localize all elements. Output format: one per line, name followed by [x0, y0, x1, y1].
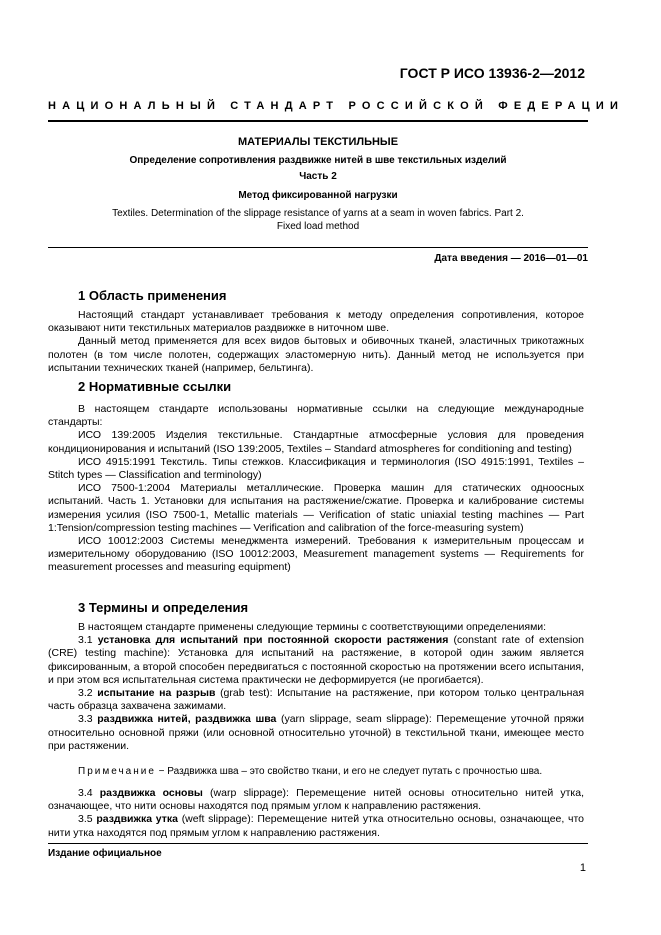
national-standard-banner: НАЦИОНАЛЬНЫЙ СТАНДАРТ РОССИЙСКОЙ ФЕДЕРАЦИИ [48, 100, 625, 112]
term-name: установка для испытаний при постоянной скорости растяжения [97, 634, 449, 647]
note-text: − Раздвижка шва – это свойство ткани, и его не следует путать с прочностью шва. [155, 766, 543, 777]
section-3-body [48, 621, 584, 753]
term-number: 3.3 [78, 713, 93, 726]
paragraph: Данный метод применяется для всех видов бытовых и обивочных тканей, эластичных трикотажных полотен (в том числе полотен, содержащих эластомерную нить). Данный метод не используется при испытании технических тканей (например, бельтинга). [48, 335, 584, 374]
term-number: 3.4 [78, 787, 93, 799]
term-name: раздвижка утка [96, 813, 178, 826]
term-3-2 [48, 687, 584, 713]
intro-date: Дата введения — 2016—01—01 [434, 253, 588, 264]
reference-iso-10012: ИСО 10012:2003 Системы менеджмента измерений. Требования к измерительным процессам и измерительному оборудованию (ISO 10012:2003, Measurement management systems — Requirements for measurement processes and measuring equipment) [48, 535, 584, 574]
reference-iso-139: ИСО 139:2005 Изделия текстильные. Стандартные атмосферные условия для проведения кондиционирования и испытаний (ISO 139:2005, Textiles – Standard atmospheres for conditioning and testing) [48, 429, 584, 455]
term-definition: (weft slippage): Перемещение нитей утка относительно основы, означающее, что нити утка находятся под прямым углом к направлению растяжения. [48, 813, 585, 839]
english-title-line-2: Fixed load method [276, 221, 360, 232]
note-label: Примечание [78, 766, 156, 777]
term-name: испытание на разрыв [97, 687, 216, 700]
section-1-heading: 1 Область применения [78, 288, 227, 303]
document-id: ГОСТ Р ИСО 13936-2—2012 [399, 65, 585, 81]
footer-divider [48, 843, 588, 844]
header-divider [48, 120, 588, 122]
term-name: раздвижка нитей, раздвижка шва [97, 713, 277, 726]
term-3-5 [48, 813, 584, 839]
term-name: раздвижка основы [99, 787, 203, 799]
paragraph: В настоящем стандарте использованы нормативные ссылки на следующие международные стандарты: [48, 403, 584, 429]
note [48, 765, 584, 778]
standard-method: Метод фиксированной нагрузки [238, 190, 398, 201]
term-3-3 [48, 713, 584, 753]
term-3-4 [48, 787, 584, 813]
standard-title: МАТЕРИАЛЫ ТЕКСТИЛЬНЫЕ [237, 136, 399, 148]
reference-iso-4915: ИСО 4915:1991 Текстиль. Типы стежков. Классификация и терминология (ISO 4915:1991, Textiles – Stitch types — Classification and terminology) [48, 455, 584, 482]
title-divider [48, 247, 588, 248]
section-2-heading: 2 Нормативные ссылки [78, 379, 232, 394]
english-title [48, 207, 588, 233]
term-definition: (constant rate of extension (CRE) testing machine): Установка для испытаний на растяжение, в которой один зажим является фиксированным, а второй способен передвигаться с постоянной скоростью на протяжении всего испытания, и при этом вся испытательная система практически не деформируется (не прогибается). [48, 634, 585, 686]
section-3-heading: 3 Термины и определения [78, 600, 249, 615]
term-number: 3.5 [78, 813, 93, 826]
term-definition: (yarn slippage, seam slippage): Перемещение уточной пряжи относительно основной пряжи (или основной относительно уточной) в текстильной ткани, имеющее место при растяжении. [48, 713, 585, 752]
standard-part: Часть 2 [299, 171, 337, 182]
section-1-body [48, 309, 584, 375]
paragraph: В настоящем стандарте применены следующие термины с соответствующими определениями: [78, 621, 547, 633]
page-number: 1 [579, 862, 586, 874]
reference-iso-7500-1: ИСО 7500-1:2004 Материалы металлические. Проверка машин для статических одноосных испытаний. Часть 1. Установки для испытания на растяжение/сжатие. Проверка и калибрование системы измерения усилия (ISO 7500-1, Metallic materials — Verification of static uniaxial testing machines — Part 1:Tension/compression testing machines — Verification and calibration of the force-measuring system) [48, 482, 584, 534]
english-title-line-1: Textiles. Determination of the slippage resistance of yarns at a seam in woven fabrics. Part 2. [112, 208, 524, 219]
term-number: 3.2 [78, 687, 93, 700]
term-number: 3.1 [78, 634, 93, 647]
section-3-body-continued [48, 787, 584, 840]
term-definition: (warp slippage): Перемещение нитей основы относительно нитей утка, означающее, что нити основы находятся под прямым углом к направлению растяжения. [48, 787, 584, 813]
term-3-1 [48, 634, 584, 687]
section-2-body [48, 403, 584, 575]
term-definition: (grab test): Испытание на растяжение, при котором только центральная часть образца захвачена зажимами. [48, 687, 585, 713]
standard-subtitle: Определение сопротивления раздвижке нитей в шве текстильных изделий [129, 155, 507, 166]
paragraph: Настоящий стандарт устанавливает требования к методу определения сопротивления, которое оказывают нити текстильных материалов раздвижке в ниточном шве. [48, 309, 584, 335]
edition-label: Издание официальное [48, 848, 162, 859]
